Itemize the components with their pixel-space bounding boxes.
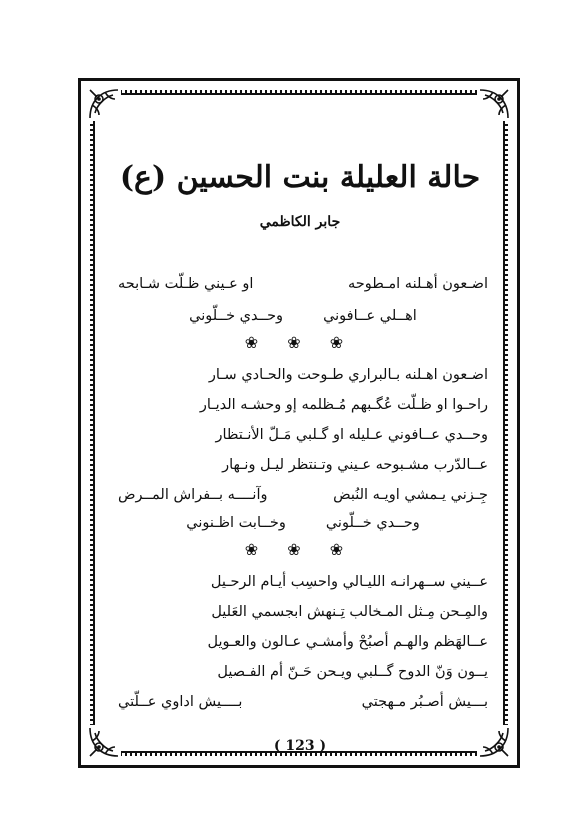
verse-line: عــيني ســهرانـه الليـالي واحسِب أيـام الرحـيل [210, 574, 488, 590]
verse-line: عــالهَظم والهـم أصبُحْ وأمشـي عـالون والعـويل [207, 634, 488, 650]
corner-ornament-icon [477, 87, 511, 121]
verse-hemistich: بــــيش اداوي عــلّتي [118, 694, 243, 710]
verse-line [118, 691, 488, 713]
verse-line [118, 273, 488, 295]
verse-line: عــالدّرب مشـبوحه عـيني وتـنتظر ليـل ونـهار [222, 457, 488, 473]
verse-line: وحــدي عــافوني عـليله او گـلبي مَـلّ الأنـتظار [215, 427, 488, 443]
verse-hemistich: اضـعون أهـلنه امـطوحه [348, 276, 488, 292]
stanza-separator-stars: ❀ ❀ ❀ [244, 333, 356, 352]
poem-title: حالة العليلة بنت الحسين (ع) [119, 160, 481, 195]
verse-hemistich: وحــدي خــلّوني [325, 515, 420, 531]
page-number: ( 123 ) [273, 738, 327, 754]
verse-line [118, 512, 488, 534]
verse-hemistich: بـــيش أصـبُر مـهجتي [361, 694, 488, 710]
verse-hemistich: او عـيني ظـلّت شـابحه [118, 276, 254, 292]
stanza-separator-stars: ❀ ❀ ❀ [244, 540, 356, 559]
verse-line: اضـعون اهـلنه بـالبراري طـوحت والحـادي سـار [208, 367, 488, 383]
verse-hemistich: جِـزني يـمشي اويـه النُبض [333, 487, 488, 503]
verse-hemistich: وخــابت اظـنوني [186, 515, 286, 531]
poet-name: جابر الكاظمي [259, 214, 341, 230]
verse-line: والمِـحن مِـثل المـخالب تِـنهش ابجسمي العَليل [211, 604, 488, 620]
corner-ornament-icon [87, 87, 121, 121]
verse-hemistich: وآنــــه بــفراش المــرض [118, 487, 268, 503]
verse-line: يــون وَنّ الدوح گــلبي ويـحن حَـنّ أم الفـصيل [217, 664, 488, 680]
verse-hemistich: اهــلي عــافوني [323, 308, 417, 324]
verse-line: راحـوا او ظـلّت عُگـبهم مُـظلمه إو وحشـه الديـار [199, 397, 488, 413]
verse-line [118, 305, 488, 327]
verse-hemistich: وحــدي خــلّوني [189, 308, 284, 324]
verse-line [118, 484, 488, 506]
